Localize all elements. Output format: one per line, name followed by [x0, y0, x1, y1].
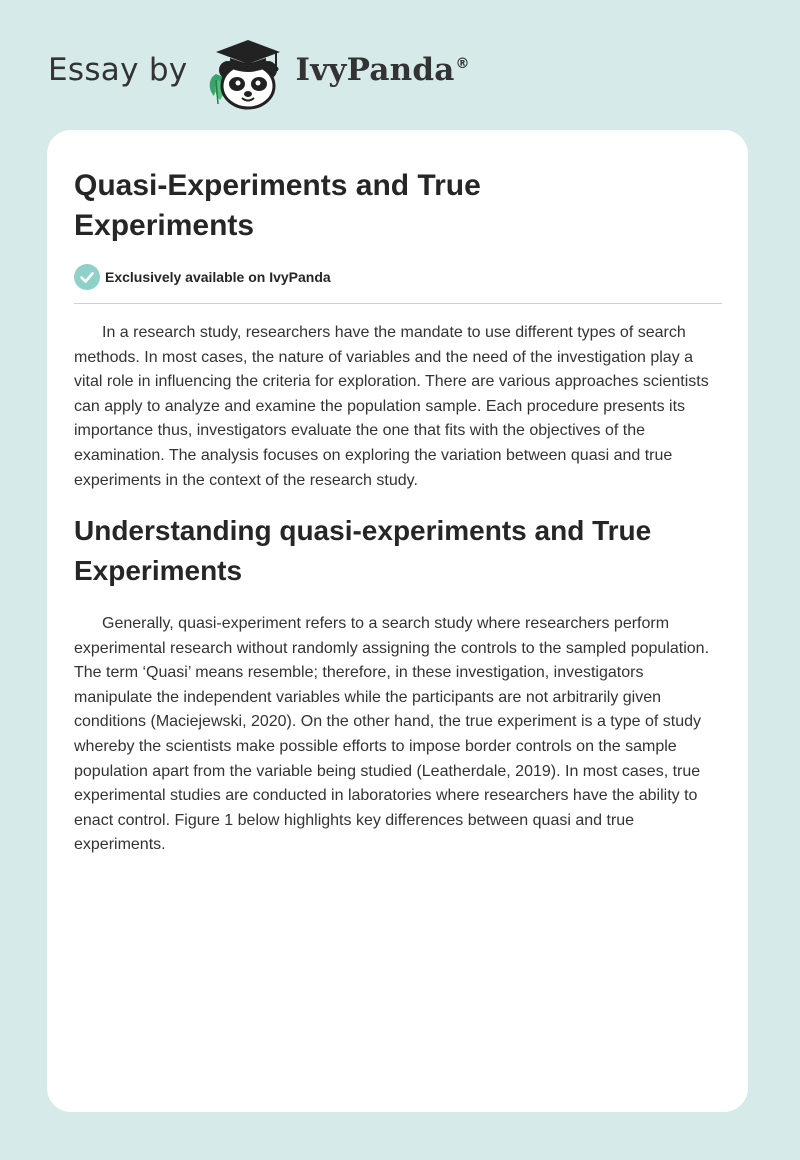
registered-mark: ®: [455, 56, 470, 72]
section-heading: Understanding quasi-experiments and True Experiments: [74, 515, 652, 586]
page-title: Quasi-Experiments and True Experiments: [74, 169, 481, 242]
article-card: [47, 130, 748, 1112]
exclusive-badge: [74, 264, 331, 290]
check-circle-icon: [74, 264, 100, 290]
panda-logo-icon: [202, 30, 294, 110]
body-paragraph: Generally, quasi-experiment refers to a search study where researchers perform experimental research without randomly assigning the controls to the sampled population. The term ‘Quasi’ means resemble; therefore, in these investigation, investigators manipulate the independent variables while the participants are not arbitrarily given conditions (Maciejewski, 2020). On the other hand, the true experiment is a type of study whereby the scientists make possible efforts to impose border controls on the sample population apart from the variable being studied (Leatherdale, 2019). In most cases, true experimental studies are conducted in laboratories where researchers have the ability to enact control. Figure 1 below highlights key differences between quasi and true experiments.: [74, 615, 710, 854]
intro-paragraph: In a research study, researchers have the mandate to use different types of search methods. In most cases, the nature of variables and the need of the investigation play a vital role in influencing the criteria for exploration. There are various approaches scientists can apply to analyze and examine the population sample. Each procedure presents its importance thus, investigators evaluate the one that fits with the objectives of the examination. The analysis focuses on exploring the variation between quasi and true experiments in the context of the research study.: [74, 324, 709, 489]
brand-prefix: Essay by: [48, 52, 188, 88]
divider: [74, 303, 722, 304]
brand-name: IvyPanda: [295, 52, 455, 88]
exclusive-badge-label: Exclusively available on IvyPanda: [105, 269, 331, 285]
brand-header[interactable]: [48, 30, 470, 110]
